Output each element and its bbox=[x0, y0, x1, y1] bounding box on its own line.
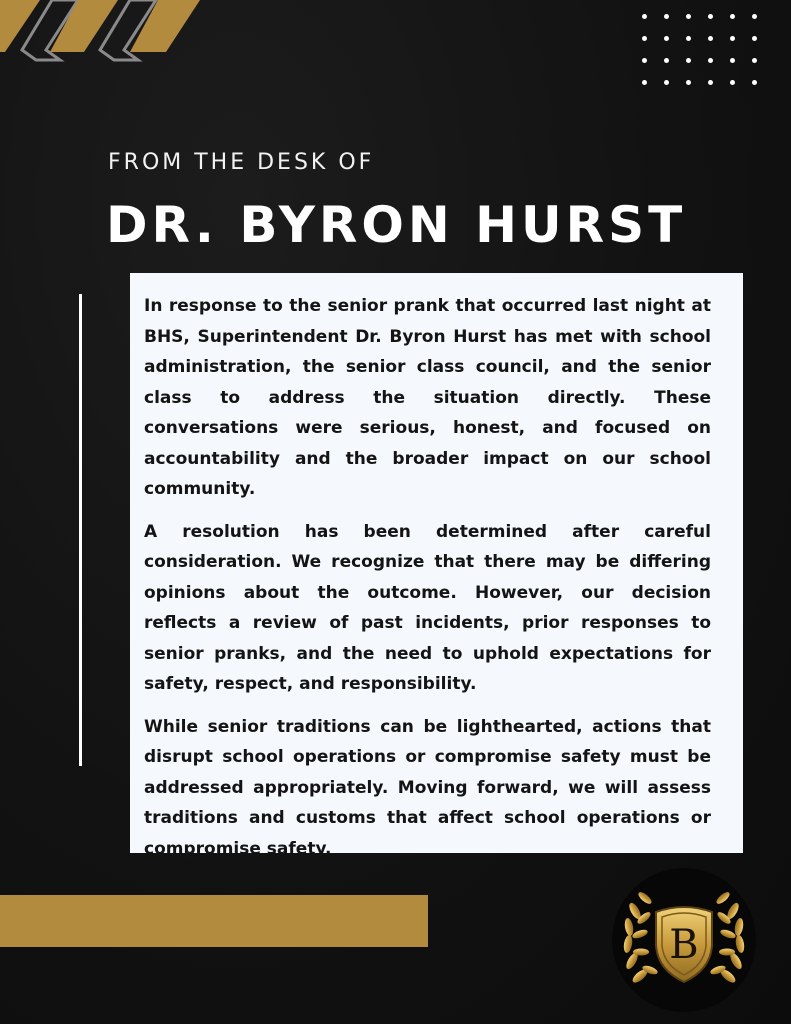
grid-dot bbox=[664, 80, 669, 85]
letter-paragraph-3: While senior traditions can be lighthearted, actions that disrupt school operations or compromise safety must be addressed appropriately. Moving forward, we will assess traditions and customs that affect school operations or compromise safety. bbox=[144, 716, 711, 859]
grid-dot bbox=[686, 14, 691, 19]
chevron-gold-1 bbox=[0, 0, 40, 52]
seal-letter: B bbox=[669, 922, 699, 968]
grid-dot bbox=[642, 58, 647, 63]
letter-paragraph-1: In response to the senior prank that occurred last night at BHS, Superintendent Dr. Byron Hurst has met with school administration, the senior class council, and the senior class to address the situation directly. These conversations were serious, honest, and focused on accountability and the broader impact on our school community. bbox=[144, 296, 711, 499]
grid-dot bbox=[752, 80, 757, 85]
grid-dot bbox=[730, 58, 735, 63]
grid-dot bbox=[708, 36, 713, 41]
grid-dot bbox=[642, 80, 647, 85]
kicker-heading: FROM THE DESK OF bbox=[108, 150, 375, 175]
grid-dot bbox=[686, 80, 691, 85]
laurel-shield-seal-icon bbox=[610, 866, 758, 1014]
grid-dot bbox=[708, 14, 713, 19]
author-name-heading: DR. BYRON HURST bbox=[106, 196, 687, 254]
gold-accent-bar bbox=[0, 895, 428, 947]
grid-dot bbox=[642, 36, 647, 41]
letter-card bbox=[130, 273, 743, 859]
grid-dot bbox=[642, 14, 647, 19]
letter-paragraph-2: A resolution has been determined after careful consideration. We recognize that there may be differing opinions about the outcome. However, our decision reflects a review of past incidents, prior responses to senior pranks, and the need to uphold expectations for safety, respect, and responsibility. bbox=[144, 521, 711, 694]
grid-dot bbox=[708, 80, 713, 85]
vertical-divider bbox=[79, 294, 82, 766]
dot-grid-decoration bbox=[636, 0, 766, 100]
grid-dot bbox=[730, 14, 735, 19]
grid-dot bbox=[752, 36, 757, 41]
grid-dot bbox=[752, 58, 757, 63]
chevron-arrows-decoration bbox=[0, 0, 210, 70]
grid-dot bbox=[686, 36, 691, 41]
grid-dot bbox=[686, 58, 691, 63]
grid-dot bbox=[752, 14, 757, 19]
grid-dot bbox=[664, 58, 669, 63]
grid-dot bbox=[730, 36, 735, 41]
grid-dot bbox=[708, 58, 713, 63]
grid-dot bbox=[664, 36, 669, 41]
grid-dot bbox=[664, 14, 669, 19]
grid-dot bbox=[730, 80, 735, 85]
